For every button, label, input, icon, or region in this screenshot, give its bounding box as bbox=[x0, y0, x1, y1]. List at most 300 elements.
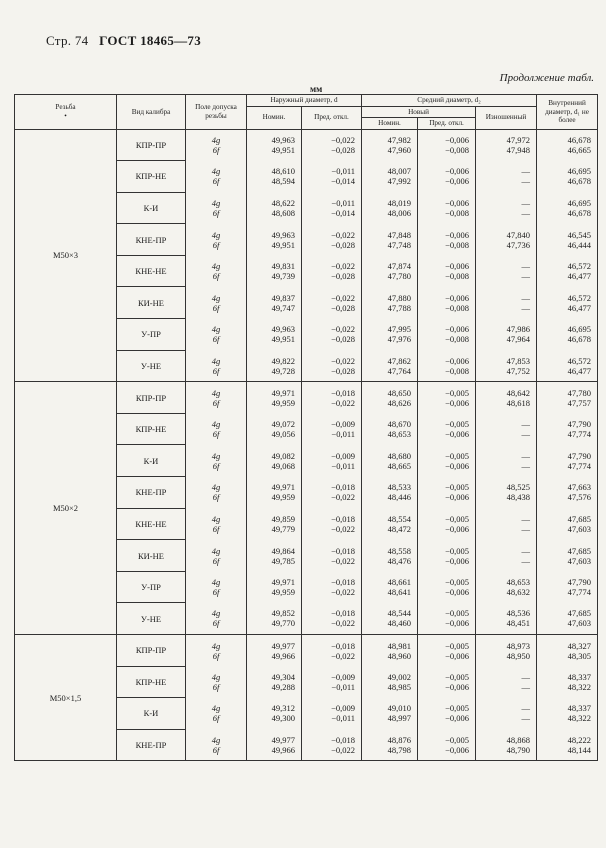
cell-value: 6f bbox=[212, 587, 220, 598]
cell-value: −0,028 bbox=[331, 334, 356, 345]
outer-nominal-cell bbox=[247, 635, 302, 667]
cell-value: — bbox=[521, 523, 531, 534]
cell-value: 47,663 bbox=[567, 482, 592, 493]
cell-value: −0,006 bbox=[445, 744, 470, 755]
cell-value: 48,641 bbox=[387, 587, 412, 598]
cell-value: −0,022 bbox=[331, 324, 356, 335]
outer-nominal-cell bbox=[247, 698, 302, 730]
cell-value: 4g bbox=[211, 577, 221, 588]
cell-value: −0,022 bbox=[331, 292, 356, 303]
tolerance-cell bbox=[186, 445, 247, 477]
cell-value: 6f bbox=[212, 650, 220, 661]
cell-value: 6f bbox=[212, 302, 220, 313]
cell-value: 47,780 bbox=[567, 387, 592, 398]
cell-value: — bbox=[521, 513, 531, 524]
cell-value: 47,964 bbox=[506, 334, 531, 345]
cell-value: 6f bbox=[212, 555, 220, 566]
cell-value: 4g bbox=[211, 734, 221, 745]
table-row bbox=[15, 635, 598, 667]
tolerance-cell bbox=[186, 477, 247, 509]
outer-nominal-cell bbox=[247, 255, 302, 287]
outer-deviation-cell bbox=[302, 603, 362, 635]
outer-nominal-cell bbox=[247, 413, 302, 445]
cell-value: −0,006 bbox=[445, 555, 470, 566]
cell-value: 48,610 bbox=[271, 166, 295, 177]
cell-value: 48,960 bbox=[387, 650, 412, 661]
cell-value: −0,008 bbox=[445, 365, 470, 376]
cell-value: 49,852 bbox=[271, 608, 295, 619]
mid-nominal-cell bbox=[362, 192, 418, 224]
cell-value: 46,678 bbox=[567, 135, 592, 146]
cell-value: −0,006 bbox=[445, 618, 470, 629]
cell-value: 46,477 bbox=[567, 365, 592, 376]
gauge-cell: КПР-НЕ bbox=[117, 413, 186, 445]
gauge-cell: КНЕ-ПР bbox=[117, 477, 186, 509]
cell-value: 48,622 bbox=[271, 197, 295, 208]
cell-value: 48,665 bbox=[387, 460, 412, 471]
cell-value: 6f bbox=[212, 744, 220, 755]
mid-nominal-cell bbox=[362, 508, 418, 540]
worn-cell bbox=[476, 287, 537, 319]
cell-value: 48,650 bbox=[387, 387, 412, 398]
cell-value: 48,007 bbox=[387, 166, 412, 177]
worn-cell bbox=[476, 255, 537, 287]
mid-deviation-cell bbox=[418, 350, 476, 382]
inner-cell bbox=[537, 571, 598, 603]
worn-cell bbox=[476, 319, 537, 351]
cell-value: 47,992 bbox=[387, 176, 412, 187]
cell-value: 47,748 bbox=[387, 239, 412, 250]
outer-nominal-cell bbox=[247, 224, 302, 256]
page-label: Стр. 74 bbox=[46, 33, 89, 48]
mid-nominal-cell bbox=[362, 413, 418, 445]
cell-value: −0,009 bbox=[331, 671, 356, 682]
tolerance-cell bbox=[186, 224, 247, 256]
cell-value: 49,864 bbox=[271, 545, 295, 556]
cell-value: −0,008 bbox=[445, 302, 470, 313]
cell-value: −0,005 bbox=[445, 703, 470, 714]
cell-value: −0,022 bbox=[331, 135, 356, 146]
cell-value: 48,544 bbox=[387, 608, 412, 619]
tolerance-cell bbox=[186, 161, 247, 193]
mid-deviation-cell bbox=[418, 319, 476, 351]
tolerance-cell bbox=[186, 635, 247, 667]
inner-cell bbox=[537, 129, 598, 161]
cell-value: 46,678 bbox=[567, 334, 592, 345]
cell-value: −0,005 bbox=[445, 734, 470, 745]
mid-deviation-cell bbox=[418, 603, 476, 635]
col-new: Новый bbox=[362, 106, 476, 118]
cell-value: −0,006 bbox=[445, 492, 470, 503]
inner-cell bbox=[537, 192, 598, 224]
cell-value: −0,018 bbox=[331, 640, 356, 651]
inner-cell bbox=[537, 319, 598, 351]
cell-value: −0,005 bbox=[445, 671, 470, 682]
cell-value: −0,022 bbox=[331, 650, 356, 661]
col-outer: Наружный диаметр, d bbox=[247, 95, 362, 107]
cell-value: 49,779 bbox=[271, 523, 295, 534]
cell-value: −0,028 bbox=[331, 302, 356, 313]
cell-value: 47,603 bbox=[567, 618, 592, 629]
mid-nominal-cell bbox=[362, 729, 418, 761]
cell-value: 47,874 bbox=[387, 261, 412, 272]
cell-value: 6f bbox=[212, 681, 220, 692]
cell-value: 47,862 bbox=[387, 355, 412, 366]
cell-value: 4g bbox=[211, 640, 221, 651]
cell-value: −0,008 bbox=[445, 239, 470, 250]
cell-value: 4g bbox=[211, 292, 221, 303]
cell-value: −0,006 bbox=[445, 587, 470, 598]
cell-value: 6f bbox=[212, 460, 220, 471]
mid-nominal-cell bbox=[362, 540, 418, 572]
cell-value: −0,022 bbox=[331, 555, 356, 566]
cell-value: 49,959 bbox=[271, 492, 295, 503]
cell-value: −0,009 bbox=[331, 703, 356, 714]
cell-value: −0,011 bbox=[331, 460, 356, 471]
mid-deviation-cell bbox=[418, 224, 476, 256]
cell-value: 47,685 bbox=[567, 513, 592, 524]
outer-nominal-cell bbox=[247, 287, 302, 319]
cell-value: −0,008 bbox=[445, 207, 470, 218]
cell-value: 48,019 bbox=[387, 197, 412, 208]
mid-nominal-cell bbox=[362, 350, 418, 382]
cell-value: −0,006 bbox=[445, 650, 470, 661]
cell-value: — bbox=[521, 703, 531, 714]
cell-value: 6f bbox=[212, 334, 220, 345]
cell-value: 48,950 bbox=[506, 650, 531, 661]
outer-nominal-cell bbox=[247, 571, 302, 603]
gauge-cell: КНЕ-ПР bbox=[117, 224, 186, 256]
cell-value: 48,973 bbox=[506, 640, 531, 651]
cell-value: — bbox=[521, 555, 531, 566]
outer-nominal-cell bbox=[247, 603, 302, 635]
cell-value: −0,006 bbox=[445, 229, 470, 240]
outer-deviation-cell bbox=[302, 192, 362, 224]
cell-value: 49,304 bbox=[271, 671, 295, 682]
cell-value: 4g bbox=[211, 387, 221, 398]
cell-value: 48,305 bbox=[567, 650, 592, 661]
cell-value: 47,982 bbox=[387, 135, 412, 146]
mid-deviation-cell bbox=[418, 287, 476, 319]
cell-value: 4g bbox=[211, 671, 221, 682]
inner-cell bbox=[537, 477, 598, 509]
cell-value: 47,948 bbox=[506, 145, 531, 156]
cell-value: 4g bbox=[211, 419, 221, 430]
cell-value: 4g bbox=[211, 197, 221, 208]
outer-deviation-cell bbox=[302, 635, 362, 667]
cell-value: 48,337 bbox=[567, 703, 592, 714]
cell-value: 49,056 bbox=[271, 429, 295, 440]
worn-cell bbox=[476, 161, 537, 193]
cell-value: 49,963 bbox=[271, 135, 295, 146]
outer-deviation-cell bbox=[302, 350, 362, 382]
cell-value: 48,653 bbox=[506, 577, 531, 588]
cell-value: −0,008 bbox=[445, 145, 470, 156]
cell-value: 48,525 bbox=[506, 482, 531, 493]
worn-cell bbox=[476, 603, 537, 635]
worn-cell bbox=[476, 571, 537, 603]
cell-value: 4g bbox=[211, 261, 221, 272]
cell-value: 49,966 bbox=[271, 744, 295, 755]
cell-value: −0,006 bbox=[445, 197, 470, 208]
worn-cell bbox=[476, 508, 537, 540]
mid-nominal-cell bbox=[362, 255, 418, 287]
tolerance-cell bbox=[186, 319, 247, 351]
mid-deviation-cell bbox=[418, 129, 476, 161]
outer-deviation-cell bbox=[302, 129, 362, 161]
mid-nominal-cell bbox=[362, 319, 418, 351]
cell-value: −0,011 bbox=[331, 166, 356, 177]
cell-value: −0,014 bbox=[331, 207, 356, 218]
cell-value: 47,757 bbox=[567, 397, 592, 408]
mid-nominal-cell bbox=[362, 224, 418, 256]
cell-value: −0,018 bbox=[331, 545, 356, 556]
mid-nominal-cell bbox=[362, 129, 418, 161]
outer-nominal-cell bbox=[247, 445, 302, 477]
cell-value: −0,006 bbox=[445, 135, 470, 146]
col-inner: Внутренний диаметр, d₁ не более bbox=[537, 95, 598, 130]
table-row bbox=[15, 129, 598, 161]
inner-cell bbox=[537, 224, 598, 256]
cell-value: −0,006 bbox=[445, 292, 470, 303]
cell-value: −0,008 bbox=[445, 271, 470, 282]
cell-value: 48,438 bbox=[506, 492, 531, 503]
cell-value: 46,695 bbox=[567, 324, 592, 335]
cell-value: 49,010 bbox=[387, 703, 412, 714]
standard-number: ГОСТ 18465—73 bbox=[99, 33, 202, 48]
worn-cell bbox=[476, 129, 537, 161]
cell-value: 4g bbox=[211, 324, 221, 335]
outer-nominal-cell bbox=[247, 477, 302, 509]
outer-nominal-cell bbox=[247, 350, 302, 382]
cell-value: 47,995 bbox=[387, 324, 412, 335]
cell-value: −0,005 bbox=[445, 577, 470, 588]
cell-value: 47,736 bbox=[506, 239, 531, 250]
cell-value: 48,472 bbox=[387, 523, 412, 534]
mid-deviation-cell bbox=[418, 508, 476, 540]
table-head bbox=[15, 95, 598, 130]
inner-cell bbox=[537, 666, 598, 698]
gauge-cell: КНЕ-НЕ bbox=[117, 255, 186, 287]
cell-value: 49,971 bbox=[271, 387, 295, 398]
cell-value: 49,837 bbox=[271, 292, 295, 303]
col-tolerance: Поле допуска резьбы bbox=[186, 95, 247, 130]
tolerance-cell bbox=[186, 129, 247, 161]
tolerance-cell bbox=[186, 413, 247, 445]
cell-value: 47,685 bbox=[567, 545, 592, 556]
cell-value: 46,665 bbox=[567, 145, 592, 156]
tolerance-cell bbox=[186, 729, 247, 761]
col-middle: Средний диаметр, d₂ bbox=[362, 95, 537, 107]
outer-deviation-cell bbox=[302, 413, 362, 445]
cell-value: — bbox=[521, 166, 531, 177]
gauge-cell: КПР-НЕ bbox=[117, 666, 186, 698]
cell-value: −0,005 bbox=[445, 608, 470, 619]
cell-value: 46,477 bbox=[567, 302, 592, 313]
cell-value: 49,971 bbox=[271, 482, 295, 493]
gauge-cell: К-И bbox=[117, 192, 186, 224]
cell-value: 4g bbox=[211, 513, 221, 524]
cell-value: 49,966 bbox=[271, 650, 295, 661]
cell-value: 6f bbox=[212, 271, 220, 282]
outer-deviation-cell bbox=[302, 224, 362, 256]
cell-value: 6f bbox=[212, 523, 220, 534]
mid-nominal-cell bbox=[362, 635, 418, 667]
mid-deviation-cell bbox=[418, 255, 476, 287]
cell-value: 48,327 bbox=[567, 640, 592, 651]
worn-cell bbox=[476, 445, 537, 477]
outer-nominal-cell bbox=[247, 666, 302, 698]
cell-value: −0,018 bbox=[331, 608, 356, 619]
cell-value: 48,558 bbox=[387, 545, 412, 556]
mid-nominal-cell bbox=[362, 445, 418, 477]
cell-value: — bbox=[521, 671, 531, 682]
table-row bbox=[15, 382, 598, 414]
cell-value: 49,312 bbox=[271, 703, 295, 714]
cell-value: 47,685 bbox=[567, 608, 592, 619]
outer-nominal-cell bbox=[247, 382, 302, 414]
cell-value: 49,963 bbox=[271, 324, 295, 335]
continuation-label: Продолжение табл. bbox=[499, 72, 594, 84]
cell-value: −0,028 bbox=[331, 271, 356, 282]
thread-cell: M50×3 bbox=[15, 129, 117, 382]
col-thread: Резьба • bbox=[15, 95, 117, 130]
worn-cell bbox=[476, 698, 537, 730]
cell-value: 49,747 bbox=[271, 302, 295, 313]
mid-nominal-cell bbox=[362, 161, 418, 193]
worn-cell bbox=[476, 224, 537, 256]
tolerance-cell bbox=[186, 603, 247, 635]
cell-value: 4g bbox=[211, 482, 221, 493]
cell-value: 4g bbox=[211, 355, 221, 366]
gauge-table bbox=[14, 94, 598, 761]
outer-nominal-cell bbox=[247, 161, 302, 193]
cell-value: 47,790 bbox=[567, 419, 592, 430]
inner-cell bbox=[537, 350, 598, 382]
outer-deviation-cell bbox=[302, 445, 362, 477]
outer-deviation-cell bbox=[302, 729, 362, 761]
cell-value: 46,477 bbox=[567, 271, 592, 282]
outer-nominal-cell bbox=[247, 319, 302, 351]
cell-value: 47,764 bbox=[387, 365, 412, 376]
cell-value: −0,022 bbox=[331, 229, 356, 240]
cell-value: 49,739 bbox=[271, 271, 295, 282]
cell-value: 48,144 bbox=[567, 744, 592, 755]
tolerance-cell bbox=[186, 192, 247, 224]
worn-cell bbox=[476, 350, 537, 382]
cell-value: 4g bbox=[211, 703, 221, 714]
outer-deviation-cell bbox=[302, 508, 362, 540]
cell-value: 46,572 bbox=[567, 355, 592, 366]
cell-value: 47,576 bbox=[567, 492, 592, 503]
cell-value: 47,848 bbox=[387, 229, 412, 240]
cell-value: 6f bbox=[212, 618, 220, 629]
cell-value: 4g bbox=[211, 166, 221, 177]
cell-value: 48,222 bbox=[567, 734, 592, 745]
mid-nominal-cell bbox=[362, 698, 418, 730]
outer-nominal-cell bbox=[247, 729, 302, 761]
inner-cell bbox=[537, 635, 598, 667]
mid-deviation-cell bbox=[418, 666, 476, 698]
cell-value: 49,959 bbox=[271, 397, 295, 408]
cell-value: 49,977 bbox=[271, 734, 295, 745]
cell-value: 6f bbox=[212, 713, 220, 724]
outer-deviation-cell bbox=[302, 287, 362, 319]
cell-value: −0,009 bbox=[331, 450, 356, 461]
cell-value: −0,006 bbox=[445, 460, 470, 471]
cell-value: 49,072 bbox=[271, 419, 295, 430]
cell-value: −0,005 bbox=[445, 450, 470, 461]
table-body bbox=[15, 129, 598, 761]
gauge-cell: КНЕ-НЕ bbox=[117, 508, 186, 540]
cell-value: 49,002 bbox=[387, 671, 412, 682]
cell-value: 47,603 bbox=[567, 555, 592, 566]
cell-value: — bbox=[521, 419, 531, 430]
cell-value: 48,618 bbox=[506, 397, 531, 408]
cell-value: — bbox=[521, 197, 531, 208]
cell-value: 47,790 bbox=[567, 450, 592, 461]
cell-value: 48,476 bbox=[387, 555, 412, 566]
thread-cell: M50×2 bbox=[15, 382, 117, 635]
cell-value: 4g bbox=[211, 135, 221, 146]
mid-nominal-cell bbox=[362, 666, 418, 698]
cell-value: 48,006 bbox=[387, 207, 412, 218]
cell-value: 48,997 bbox=[387, 713, 412, 724]
inner-cell bbox=[537, 255, 598, 287]
cell-value: −0,006 bbox=[445, 261, 470, 272]
inner-cell bbox=[537, 413, 598, 445]
cell-value: 47,774 bbox=[567, 429, 592, 440]
cell-value: 46,695 bbox=[567, 166, 592, 177]
cell-value: 48,594 bbox=[271, 176, 295, 187]
cell-value: 47,880 bbox=[387, 292, 412, 303]
cell-value: 49,951 bbox=[271, 239, 295, 250]
cell-value: −0,022 bbox=[331, 261, 356, 272]
cell-value: 47,972 bbox=[506, 135, 531, 146]
cell-value: −0,022 bbox=[331, 355, 356, 366]
cell-value: 48,337 bbox=[567, 671, 592, 682]
cell-value: 49,300 bbox=[271, 713, 295, 724]
worn-cell bbox=[476, 666, 537, 698]
cell-value: −0,022 bbox=[331, 587, 356, 598]
cell-value: 48,670 bbox=[387, 419, 412, 430]
cell-value: 47,853 bbox=[506, 355, 531, 366]
mid-nominal-cell bbox=[362, 477, 418, 509]
cell-value: 6f bbox=[212, 239, 220, 250]
cell-value: 47,603 bbox=[567, 523, 592, 534]
gauge-cell: У-НЕ bbox=[117, 603, 186, 635]
cell-value: 48,985 bbox=[387, 681, 412, 692]
outer-nominal-cell bbox=[247, 192, 302, 224]
cell-value: 6f bbox=[212, 365, 220, 376]
outer-nominal-cell bbox=[247, 508, 302, 540]
cell-value: −0,028 bbox=[331, 365, 356, 376]
worn-cell bbox=[476, 413, 537, 445]
outer-nominal-cell bbox=[247, 129, 302, 161]
inner-cell bbox=[537, 729, 598, 761]
mid-deviation-cell bbox=[418, 445, 476, 477]
cell-value: 6f bbox=[212, 176, 220, 187]
worn-cell bbox=[476, 635, 537, 667]
outer-deviation-cell bbox=[302, 540, 362, 572]
cell-value: 4g bbox=[211, 229, 221, 240]
cell-value: 49,785 bbox=[271, 555, 295, 566]
mid-deviation-cell bbox=[418, 413, 476, 445]
outer-deviation-cell bbox=[302, 571, 362, 603]
mid-deviation-cell bbox=[418, 571, 476, 603]
tolerance-cell bbox=[186, 571, 247, 603]
cell-value: 4g bbox=[211, 608, 221, 619]
